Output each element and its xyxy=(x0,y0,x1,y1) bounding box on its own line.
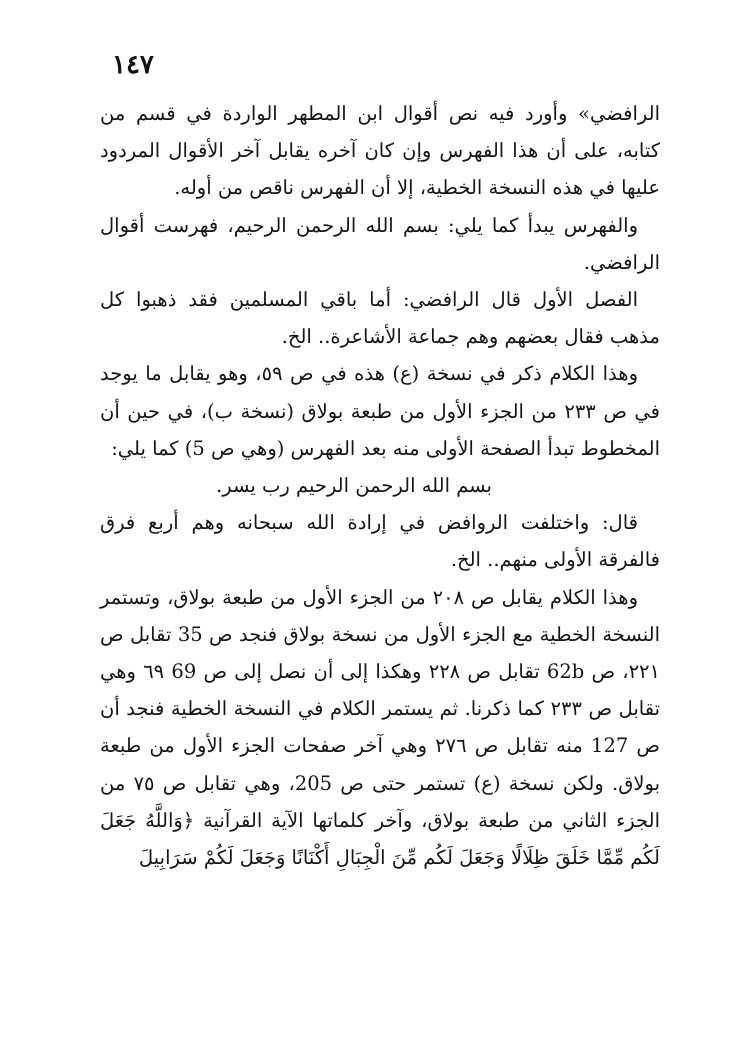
paragraph-manuscript-comparison: وهذا الكلام ذكر في نسخة (ع) هذه في ص ٥٩، وهو يقابل ما يوجد في ص ٢٣٣ من الجزء الأول من طبعة بولاق (نسخة ب)، في حين أن المخطوط تبدأ الصفحة الأولى منه بعد الفهرس (وهي ص 5) كما يلي: xyxy=(100,362,661,460)
paragraph-intro: الرافضي» وأورد فيه نص أقوال ابن المطهر الواردة في قسم من كتابه، على أن هذا الفهرس وإن كان آخره يقابل آخر الأقوال المردود عليها في هذه النسخة الخطية، إلا أن الفهرس ناقص من أوله. xyxy=(100,102,660,200)
paragraph-index-start: والفهرس يبدأ كما يلي: بسم الله الرحمن الرحيم، فهرست أقوال الرافضي. xyxy=(100,213,660,274)
paragraph-first-chapter: الفصل الأول قال الرافضي: أما باقي المسلمين فقد ذهبوا كل مذهب فقال بعضهم وهم جماعة الأشاعرة.. الخ. xyxy=(100,288,660,349)
paragraph-page-correspondence: وهذا الكلام يقابل ص ٢٠٨ من الجزء الأول من طبعة بولاق، وتستمر النسخة الخطية مع الجزء الأول من نسخة بولاق فنجد ص 35 تقابل ص ٢٢١، ص 62b تقابل ص ٢٢٨ وهكذا إلى أن نصل إلى ص 69 ٦٩ وهي تقابل ص ٢٣٣ كما ذكرنا. ثم يستمر الكلام في النسخة الخطية فنجد أن ص 127 منه تقابل ص ٢٧٦ وهي آخر صفحات الجزء الأول من طبعة بولاق. ولكن نسخة (ع) تستمر حتى ص 205، وهي تقابل ص ٧٥ من الجزء الثاني من طبعة بولاق، وآخر كلماتها الآية القرآنية ﴿وَاللَّهُ جَعَلَ لَكُم مِّمَّا خَلَقَ ظِلَالًا وَجَعَلَ لَكُم مِّنَ الْجِبَالِ أَكْنَانًا وَجَعَلَ لَكُمْ سَرَابِيلَ xyxy=(100,585,661,870)
body-text xyxy=(100,95,660,876)
paragraph-quote: قال: واختلفت الروافض في إرادة الله سبحانه وهم أربع فرق فالفرقة الأولى منهم.. الخ. xyxy=(100,511,660,572)
page-number: ١٤٧ xyxy=(112,50,154,80)
paragraph-basmala: بسم الله الرحمن الرحيم رب يسر. xyxy=(216,474,492,498)
